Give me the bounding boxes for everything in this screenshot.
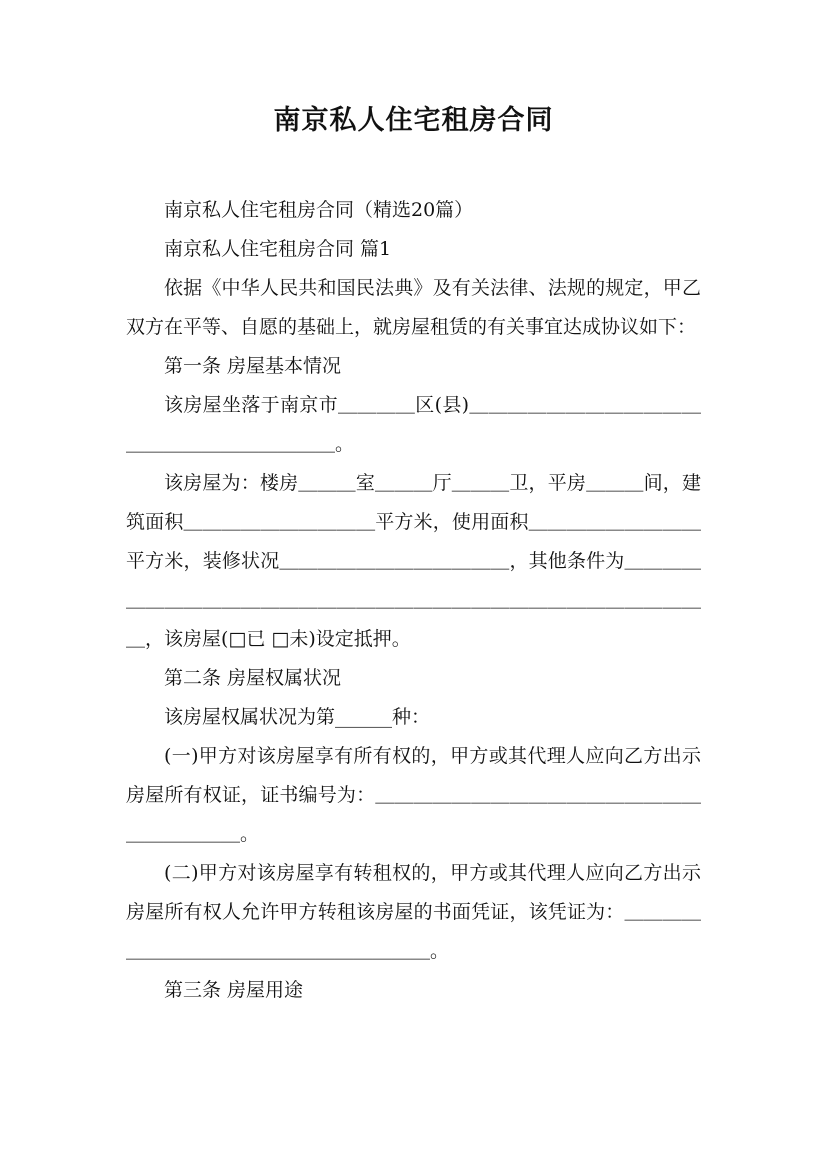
article-1-heading: 第一条 房屋基本情况 [164,355,342,377]
location-paragraph: 该房屋坐落于南京市＿＿＿＿区(县)＿＿＿＿＿＿＿＿＿＿＿＿＿＿＿＿＿＿＿＿＿＿＿。 [126,394,701,455]
ownership-type-paragraph: 该房屋权属状况为第______种： [164,706,431,728]
document-body [126,191,701,1010]
article-2-heading: 第二条 房屋权属状况 [164,667,342,689]
contract-heading: 南京私人住宅租房合同 篇1 [164,238,392,260]
subtitle-paragraph: 南京私人住宅租房合同（精选20篇） [164,199,474,221]
ownership-clause-2: (二)甲方对该房屋享有转租权的，甲方或其代理人应向乙方出示房屋所有权人允许甲方转租该房屋的书面凭证，该凭证为：＿＿＿＿＿＿＿＿＿＿＿＿＿＿＿＿＿＿＿＿。 [126,862,701,962]
document-title: 南京私人住宅租房合同 [273,105,554,136]
house-details-paragraph: 该房屋为：楼房＿＿＿室＿＿＿厅＿＿＿卫，平房＿＿＿间，建筑面积＿＿＿＿＿＿＿＿＿＿平方米，使用面积＿＿＿＿＿＿＿＿＿平方米，装修状况＿＿＿＿＿＿＿＿＿＿＿＿，其他条件为＿＿＿＿＿＿＿＿＿＿＿＿＿＿＿＿＿＿＿＿＿＿＿＿＿＿＿＿＿＿＿＿＿＿＿，该房屋(□已 □未)设定抵押。 [126,472,701,650]
article-3-heading: 第三条 房屋用途 [164,979,304,1001]
preamble-paragraph: 依据《中华人民共和国民法典》及有关法律、法规的规定，甲乙双方在平等、自愿的基础上，就房屋租赁的有关事宜达成协议如下： [126,277,701,338]
ownership-clause-1: (一)甲方对该房屋享有所有权的，甲方或其代理人应向乙方出示房屋所有权证，证书编号为：＿＿＿＿＿＿＿＿＿＿＿＿＿＿＿＿＿＿＿＿＿＿＿。 [126,745,701,845]
